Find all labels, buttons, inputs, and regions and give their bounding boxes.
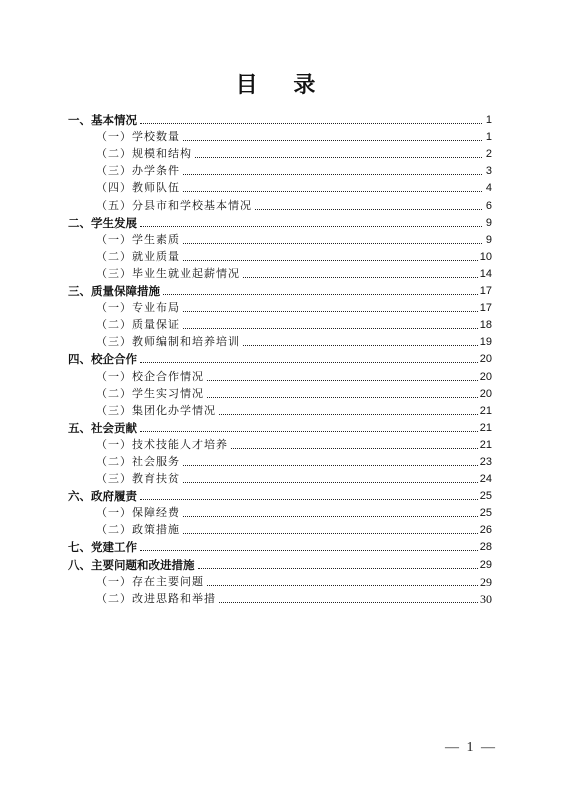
toc-entry-title: 二、学生发展 xyxy=(68,215,137,230)
toc-entry-title: （二）就业质量 xyxy=(96,249,180,263)
toc-subsection-entry[interactable] xyxy=(68,178,492,195)
dot-leader xyxy=(198,567,478,569)
dot-leader xyxy=(195,156,482,158)
dot-leader xyxy=(183,310,478,312)
toc-entry-title: （一）校企合作情况 xyxy=(96,369,204,383)
toc-entry-page-number: 29 xyxy=(480,574,492,589)
toc-entry-title: 四、校企合作 xyxy=(68,352,137,367)
toc-entry-page-number: 3 xyxy=(485,165,492,178)
toc-entry-title: （二）规模和结构 xyxy=(96,147,192,161)
dot-leader xyxy=(183,464,478,466)
toc-subsection-entry[interactable] xyxy=(68,144,492,161)
dot-leader xyxy=(140,122,482,124)
toc-entry-page-number: 21 xyxy=(479,404,492,417)
page-title: 目 录 xyxy=(235,72,330,98)
dot-leader xyxy=(207,379,478,381)
dot-leader xyxy=(183,259,478,261)
toc-subsection-entry[interactable] xyxy=(68,435,492,452)
toc-entry-title: （二）学生实习情况 xyxy=(96,386,204,400)
toc-entry-title: （一）学生素质 xyxy=(96,232,180,246)
dot-leader xyxy=(231,447,478,449)
toc-section-entry[interactable] xyxy=(68,554,492,571)
dot-leader xyxy=(140,225,482,227)
toc-entry-page-number: 9 xyxy=(485,216,492,229)
dot-leader xyxy=(255,208,482,210)
toc-entry-page-number: 19 xyxy=(479,336,492,349)
toc-entry-page-number: 28 xyxy=(479,541,492,554)
toc-subsection-entry[interactable] xyxy=(68,589,492,606)
toc-section-entry[interactable] xyxy=(68,418,492,435)
dot-leader xyxy=(183,190,482,192)
dot-leader xyxy=(243,276,478,278)
toc-subsection-entry[interactable] xyxy=(68,298,492,315)
toc-entry-title: 六、政府履责 xyxy=(68,489,137,504)
toc-entry-title: （三）办学条件 xyxy=(96,164,180,178)
toc-entry-page-number: 29 xyxy=(479,558,492,571)
toc-subsection-entry[interactable] xyxy=(68,195,492,212)
toc-entry-title: （一）技术技能人才培养 xyxy=(96,437,228,451)
dot-leader xyxy=(207,584,478,586)
toc-entry-page-number: 25 xyxy=(479,490,492,503)
toc-subsection-entry[interactable] xyxy=(68,366,492,383)
toc-entry-page-number: 17 xyxy=(479,302,492,315)
toc-entry-page-number: 9 xyxy=(485,233,492,246)
dot-leader xyxy=(140,549,478,551)
toc-entry-page-number: 2 xyxy=(485,148,492,161)
toc-section-entry[interactable] xyxy=(68,537,492,554)
dot-leader xyxy=(183,532,478,534)
toc-entry-title: （一）存在主要问题 xyxy=(96,574,204,588)
toc-entry-title: （二）政策措施 xyxy=(96,523,180,537)
toc-entry-page-number: 20 xyxy=(479,370,492,383)
toc-entry-page-number: 30 xyxy=(480,591,492,606)
toc-entry-page-number: 26 xyxy=(479,524,492,537)
toc-entry-title: 七、党建工作 xyxy=(68,540,137,555)
toc-subsection-entry[interactable] xyxy=(68,469,492,486)
toc-subsection-entry[interactable] xyxy=(68,572,492,589)
page-number-footer: — 1 — xyxy=(445,740,497,755)
toc-entry-page-number: 1 xyxy=(485,114,492,127)
toc-entry-page-number: 25 xyxy=(479,507,492,520)
toc-entry-title: （二）社会服务 xyxy=(96,454,180,468)
dot-leader xyxy=(183,481,478,483)
toc-subsection-entry[interactable] xyxy=(68,384,492,401)
toc-entry-page-number: 20 xyxy=(479,387,492,400)
toc-entry-title: （二）改进思路和举措 xyxy=(96,591,216,605)
table-of-contents xyxy=(68,110,492,606)
toc-subsection-entry[interactable] xyxy=(68,520,492,537)
toc-entry-page-number: 6 xyxy=(485,199,492,212)
toc-subsection-entry[interactable] xyxy=(68,503,492,520)
toc-entry-page-number: 10 xyxy=(479,250,492,263)
toc-entry-title: （一）专业布局 xyxy=(96,301,180,315)
toc-subsection-entry[interactable] xyxy=(68,332,492,349)
toc-entry-title: （三）教师编制和培养培训 xyxy=(96,335,240,349)
dot-leader xyxy=(183,327,478,329)
dot-leader xyxy=(140,361,478,363)
toc-entry-page-number: 14 xyxy=(479,267,492,280)
dot-leader xyxy=(183,139,482,141)
toc-entry-title: （三）教育扶贫 xyxy=(96,472,180,486)
toc-entry-page-number: 4 xyxy=(485,182,492,195)
toc-entry-title: 三、质量保障措施 xyxy=(68,284,160,299)
toc-entry-page-number: 24 xyxy=(479,473,492,486)
toc-entry-page-number: 20 xyxy=(479,353,492,366)
toc-section-entry[interactable] xyxy=(68,349,492,366)
toc-entry-page-number: 23 xyxy=(479,455,492,468)
dot-leader xyxy=(207,396,478,398)
toc-subsection-entry[interactable] xyxy=(68,315,492,332)
toc-entry-title: （五）分县市和学校基本情况 xyxy=(96,198,252,212)
toc-entry-title: （三）毕业生就业起薪情况 xyxy=(96,266,240,280)
toc-subsection-entry[interactable] xyxy=(68,161,492,178)
toc-entry-title: 八、主要问题和改进措施 xyxy=(68,557,195,572)
toc-entry-page-number: 21 xyxy=(479,421,492,434)
toc-entry-title: （四）教师队伍 xyxy=(96,181,180,195)
dot-leader xyxy=(140,430,478,432)
toc-entry-title: （一）学校数量 xyxy=(96,130,180,144)
toc-entry-title: 五、社会贡献 xyxy=(68,420,137,435)
toc-subsection-entry[interactable] xyxy=(68,127,492,144)
toc-subsection-entry[interactable] xyxy=(68,401,492,418)
toc-subsection-entry[interactable] xyxy=(68,264,492,281)
toc-subsection-entry[interactable] xyxy=(68,230,492,247)
dot-leader xyxy=(243,344,478,346)
toc-section-entry[interactable] xyxy=(68,110,492,127)
toc-entry-page-number: 1 xyxy=(485,131,492,144)
toc-entry-page-number: 21 xyxy=(479,438,492,451)
dot-leader xyxy=(183,515,478,517)
toc-entry-page-number: 17 xyxy=(479,285,492,298)
dot-leader xyxy=(163,293,478,295)
toc-entry-title: （二）质量保证 xyxy=(96,318,180,332)
toc-section-entry[interactable] xyxy=(68,281,492,298)
toc-entry-title: 一、基本情况 xyxy=(68,113,137,128)
dot-leader xyxy=(219,601,478,603)
dot-leader xyxy=(140,498,478,500)
toc-subsection-entry[interactable] xyxy=(68,452,492,469)
dot-leader xyxy=(183,242,482,244)
toc-subsection-entry[interactable] xyxy=(68,247,492,264)
toc-entry-title: （三）集团化办学情况 xyxy=(96,403,216,417)
toc-entry-page-number: 18 xyxy=(479,319,492,332)
toc-section-entry[interactable] xyxy=(68,213,492,230)
toc-section-entry[interactable] xyxy=(68,486,492,503)
dot-leader xyxy=(183,173,482,175)
toc-entry-title: （一）保障经费 xyxy=(96,506,180,520)
dot-leader xyxy=(219,413,478,415)
